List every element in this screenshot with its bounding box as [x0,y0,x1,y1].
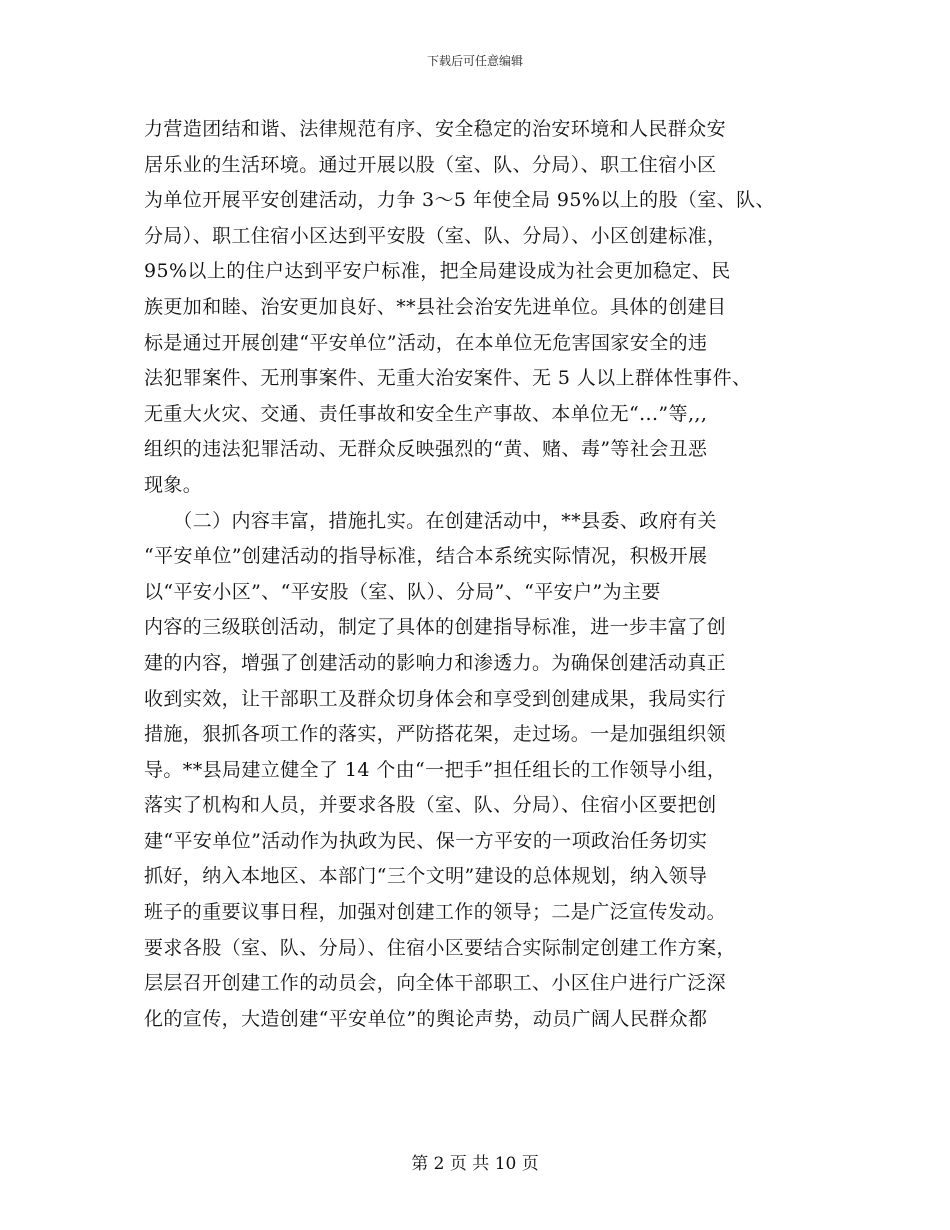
paragraph-line: 居乐业的生活环境。通过开展以股（室、队、分局）、职工住宿小区 [144,153,717,176]
document-body [144,112,824,1037]
paragraph-line: 以“平安小区”、“平安股（室、队）、分局”、“平安户”为主要 [144,580,661,603]
paragraph-line: 分局）、职工住宿小区达到平安股（室、队、分局）、小区创建标准， [144,224,727,247]
paragraph-line: 内容的三级联创活动，制定了具体的创建指导标准，进一步丰富了创 [144,616,727,639]
paragraph-line: 建“平安单位”活动作为执政为民、保一方平安的一项政治任务切实 [144,829,708,852]
paragraph-line: “平安单位”创建活动的指导标准，结合本系统实际情况，积极开展 [144,545,708,568]
paragraph-line: 收到实效，让干部职工及群众切身体会和享受到创建成果，我局实行 [144,687,727,710]
paragraph-line: （二）内容丰富，措施扎实。在创建活动中，**县委、政府有关 [144,509,717,532]
paragraph-line: 化的宣传，大造创建“平安单位”的舆论声势，动员广阔人民群众都 [144,1007,708,1030]
paragraph-line: 抓好，纳入本地区、本部门“三个文明”建设的总体规划，纳入领导 [144,865,708,888]
paragraph-line: 法犯罪案件、无刑事案件、无重大治安案件、无 5 人以上群体性事件、 [144,367,752,390]
paragraph-line: 95%以上的住户达到平安户标准，把全局建设成为社会更加稳定、民 [144,260,731,283]
paragraph-line: 组织的违法犯罪活动、无群众反映强烈的“黄、赌、毒”等社会丑恶 [144,438,708,461]
paragraph-line: 无重大火灾、交通、责任事故和安全生产事故、本单位无“...”等,,, [144,402,708,425]
page-header: 下载后可任意编辑 [426,54,523,68]
paragraph-line: 建的内容，增强了创建活动的影响力和渗透力。为确保创建活动真正 [144,651,727,674]
paragraph-line: 族更加和睦、治安更加良好、**县社会治安先进单位。具体的创建目 [144,295,727,318]
paragraph-line: 层层召开创建工作的动员会，向全体干部职工、小区住户进行广泛深 [144,972,727,995]
paragraph-line: 措施，狠抓各项工作的落实，严防搭花架，走过场。一是加强组织领 [144,723,727,746]
paragraph-line: 现象。 [144,473,203,496]
paragraph-line: 导。**县局建立健全了 14 个由“一把手”担任组长的工作领导小组， [144,758,727,781]
paragraph-line: 标是通过开展创建“平安单位”活动，在本单位无危害国家安全的违 [144,331,708,354]
paragraph-line: 力营造团结和谐、法律规范有序、安全稳定的治安环境和人民群众安 [144,118,727,140]
page-number-footer: 第 2 页 共 10 页 [411,1154,539,1174]
paragraph-line: 班子的重要议事日程，加强对创建工作的领导；二是广泛宣传发动。 [144,901,727,924]
paragraph-line: 为单位开展平安创建活动，力争 3～5 年使全局 95%以上的股（室、队、 [144,189,775,212]
paragraph-line: 落实了机构和人员，并要求各股（室、队、分局）、住宿小区要把创 [144,794,717,817]
paragraph-line: 要求各股（室、队、分局）、住宿小区要结合实际制定创建工作方案， [144,936,736,959]
